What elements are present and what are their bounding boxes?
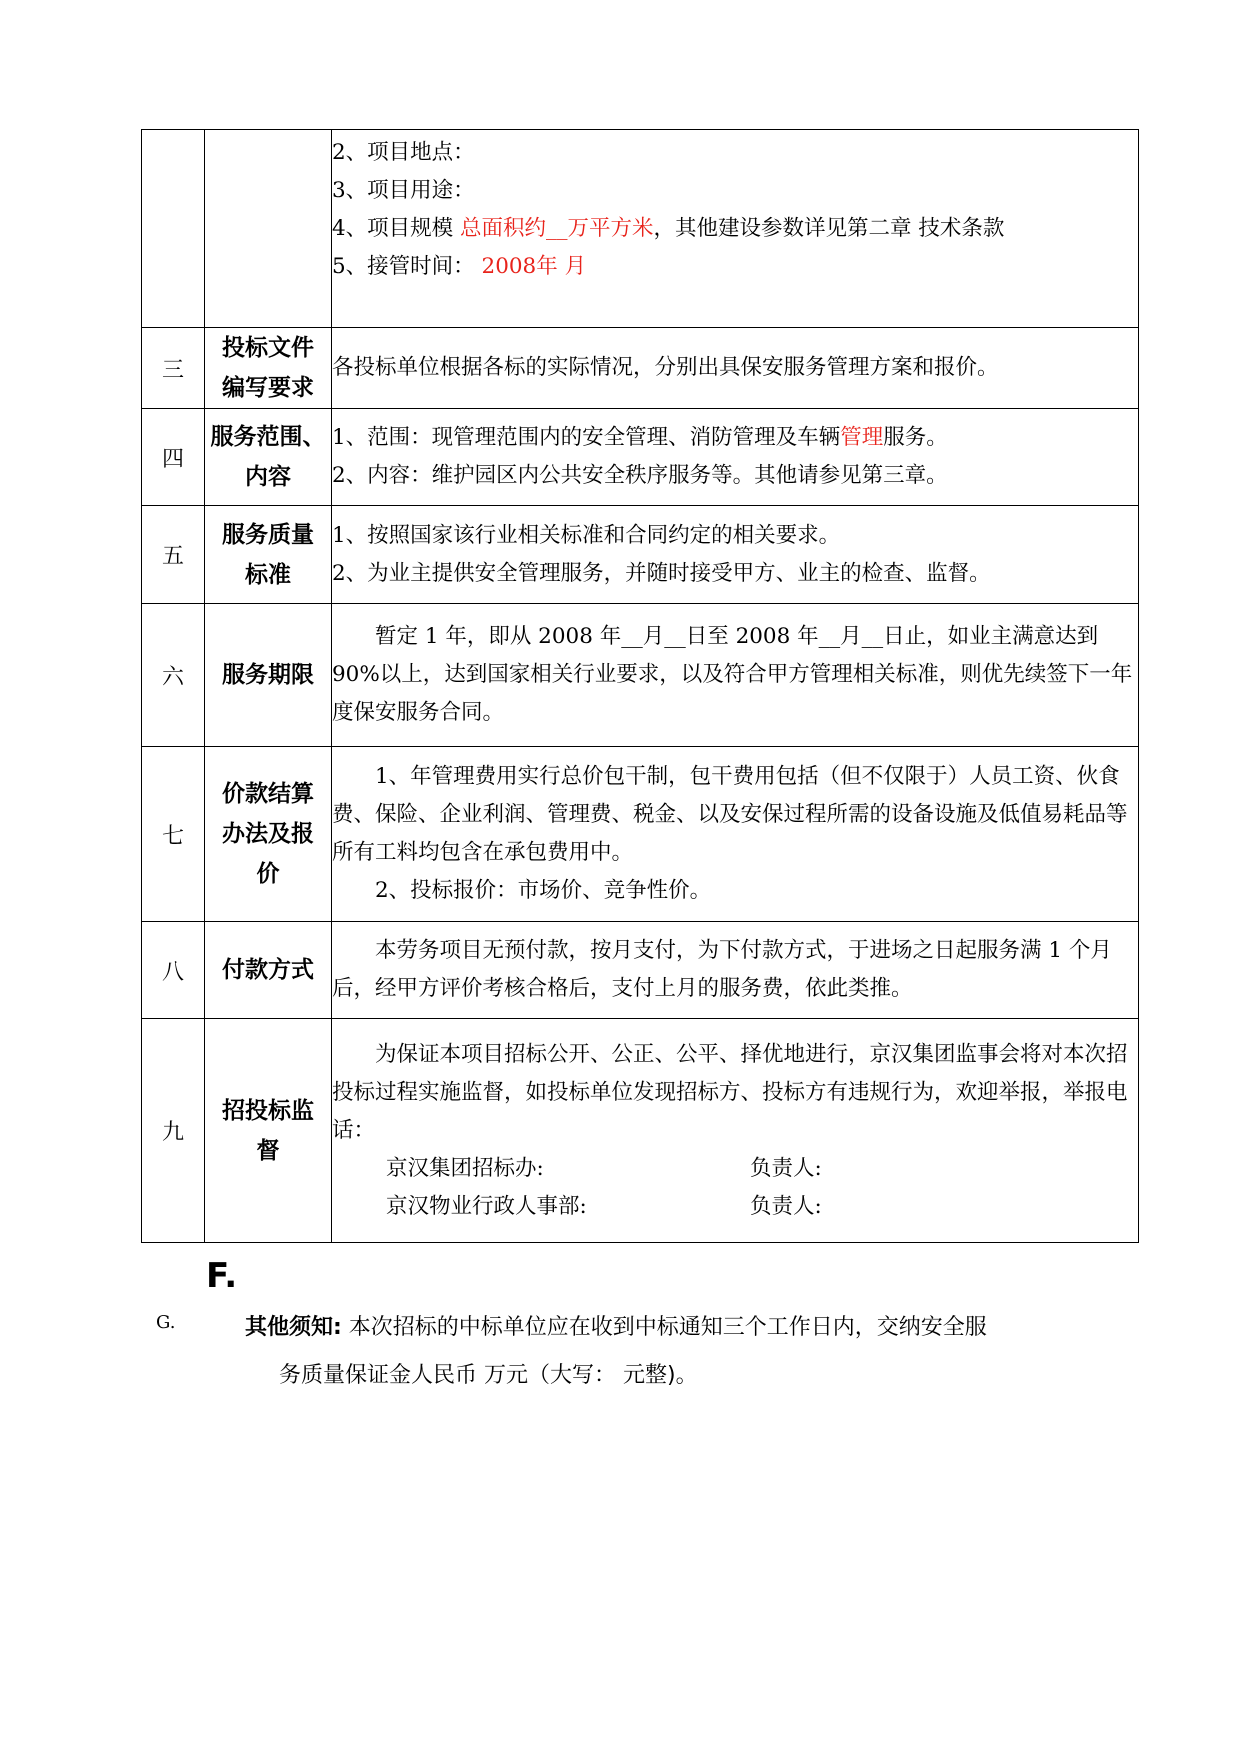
table-row bbox=[142, 506, 1139, 604]
notice-line-1 bbox=[245, 1304, 1105, 1352]
contact-line bbox=[332, 1150, 1138, 1188]
notice-heading: 其他须知: bbox=[245, 1315, 342, 1340]
content-text: 服务。 bbox=[883, 425, 948, 450]
content-line bbox=[332, 517, 1138, 555]
highlight-text: 总面积约__万平方米 bbox=[460, 216, 654, 241]
row-heading-line: 服务范围、 bbox=[210, 424, 326, 450]
row-heading bbox=[205, 130, 332, 328]
highlight-text: 管理 bbox=[840, 425, 884, 450]
row-heading-line: 内容 bbox=[245, 464, 291, 490]
row-heading-line: 投标文件 bbox=[222, 335, 314, 361]
content-paragraph: 1、年管理费用实行总价包干制，包干费用包括（但不仅限于）人员工资、伙食费、保险、企业利润、管理费、税金、以及安保过程所需的设备设施及低值易耗品等所有工料均包含在承包费用中。 bbox=[332, 764, 1128, 865]
row-number: 八 bbox=[142, 922, 205, 1019]
row-number: 九 bbox=[142, 1019, 205, 1243]
content-line bbox=[332, 419, 1138, 457]
content-line bbox=[332, 248, 1138, 286]
table-row bbox=[142, 604, 1139, 747]
section-f-label: F. bbox=[206, 1256, 238, 1296]
row-content bbox=[332, 604, 1139, 747]
content-paragraph: 为保证本项目招标公开、公正、公平、择优地进行，京汉集团监事会将对本次招投标过程实施监督，如投标单位发现招标方、投标方有违规行为，欢迎举报，举报电话： bbox=[332, 1041, 1128, 1143]
contact-line bbox=[332, 1188, 1138, 1226]
section-g-label: G. bbox=[156, 1312, 176, 1333]
content-text: 4、项目规模 bbox=[332, 216, 461, 241]
table-row bbox=[142, 409, 1139, 506]
content-paragraph: 本劳务项目无预付款，按月支付，为下付款方式，于进场之日起服务满 1 个月后，经甲方评价考核合格后，支付上月的服务费，依此类推。 bbox=[332, 938, 1112, 1001]
row-number bbox=[142, 130, 205, 328]
row-heading-line: 招投标监 bbox=[222, 1097, 314, 1124]
row-heading-line: 编写要求 bbox=[222, 375, 314, 401]
contact-dept: 京汉集团招标办: bbox=[386, 1155, 544, 1181]
row-content bbox=[332, 328, 1139, 409]
content-line bbox=[332, 555, 1138, 593]
contact-dept: 京汉物业行政人事部: bbox=[386, 1193, 587, 1219]
row-content bbox=[332, 1019, 1139, 1243]
row-heading bbox=[205, 1019, 332, 1243]
table-row bbox=[142, 747, 1139, 922]
row-heading-line: 价款结算 bbox=[222, 781, 314, 807]
contact-person: 负责人: bbox=[750, 1193, 822, 1219]
row-heading bbox=[205, 328, 332, 409]
row-heading bbox=[205, 747, 332, 922]
content-line bbox=[332, 134, 1138, 172]
row-number: 六 bbox=[142, 604, 205, 747]
highlight-text: 2008年 月 bbox=[481, 254, 587, 279]
row-heading-line: 服务质量 bbox=[222, 521, 314, 548]
content-text: 2、为业主提供安全管理服务，并随时接受甲方、业主的检查、监督。 bbox=[332, 560, 991, 586]
row-content bbox=[332, 130, 1139, 328]
row-heading bbox=[205, 506, 332, 604]
other-notice bbox=[245, 1304, 1105, 1400]
row-content bbox=[332, 506, 1139, 604]
content-text: 1、按照国家该行业相关标准和合同约定的相关要求。 bbox=[332, 522, 841, 548]
contact-person: 负责人: bbox=[750, 1155, 822, 1181]
table-row bbox=[142, 130, 1139, 328]
content-text: 5、接管时间： bbox=[332, 254, 482, 279]
content-paragraph: 2、投标报价：市场价、竞争性价。 bbox=[375, 878, 712, 903]
row-heading-line: 督 bbox=[256, 1137, 280, 1164]
notice-line-2: 务质量保证金人民币 万元（大写： 元整)。 bbox=[279, 1363, 698, 1388]
row-heading-line: 办法及报 bbox=[222, 821, 314, 847]
content-text: 3、项目用途： bbox=[332, 178, 475, 203]
row-number: 七 bbox=[142, 747, 205, 922]
content-line bbox=[332, 349, 1138, 387]
row-heading bbox=[205, 409, 332, 506]
spec-table bbox=[141, 129, 1139, 1243]
table-row bbox=[142, 328, 1139, 409]
content-line bbox=[332, 457, 1138, 495]
table-row bbox=[142, 1019, 1139, 1243]
notice-text-1: 本次招标的中标单位应在收到中标通知三个工作日内，交纳安全服 bbox=[341, 1315, 987, 1340]
content-text: 1、范围：现管理范围内的安全管理、消防管理及车辆 bbox=[332, 425, 841, 450]
row-number: 五 bbox=[142, 506, 205, 604]
content-text: ，其他建设参数详见第二章 技术条款 bbox=[653, 216, 1005, 241]
row-content bbox=[332, 922, 1139, 1019]
content-text: 各投标单位根据各标的实际情况，分别出具保安服务管理方案和报价。 bbox=[332, 355, 999, 380]
content-text: 2、项目地点： bbox=[332, 140, 475, 165]
content-line bbox=[332, 210, 1138, 248]
row-heading-line: 付款方式 bbox=[222, 957, 314, 983]
row-content bbox=[332, 409, 1139, 506]
row-heading-line: 标准 bbox=[245, 561, 291, 588]
row-heading bbox=[205, 922, 332, 1019]
row-number: 四 bbox=[142, 409, 205, 506]
row-number: 三 bbox=[142, 328, 205, 409]
row-content bbox=[332, 747, 1139, 922]
table-row bbox=[142, 922, 1139, 1019]
row-heading bbox=[205, 604, 332, 747]
row-heading-line: 服务期限 bbox=[222, 662, 314, 688]
row-heading-line: 价 bbox=[256, 861, 280, 887]
content-line bbox=[332, 172, 1138, 210]
content-paragraph: 暂定 1 年，即从 2008 年__月__日至 2008 年__月__日止，如业主满意达到 90%以上，达到国家相关行业要求，以及符合甲方管理相关标准，则优先续签下一年度保安服务合同。 bbox=[332, 624, 1133, 725]
content-text: 2、内容：维护园区内公共安全秩序服务等。其他请参见第三章。 bbox=[332, 463, 948, 488]
